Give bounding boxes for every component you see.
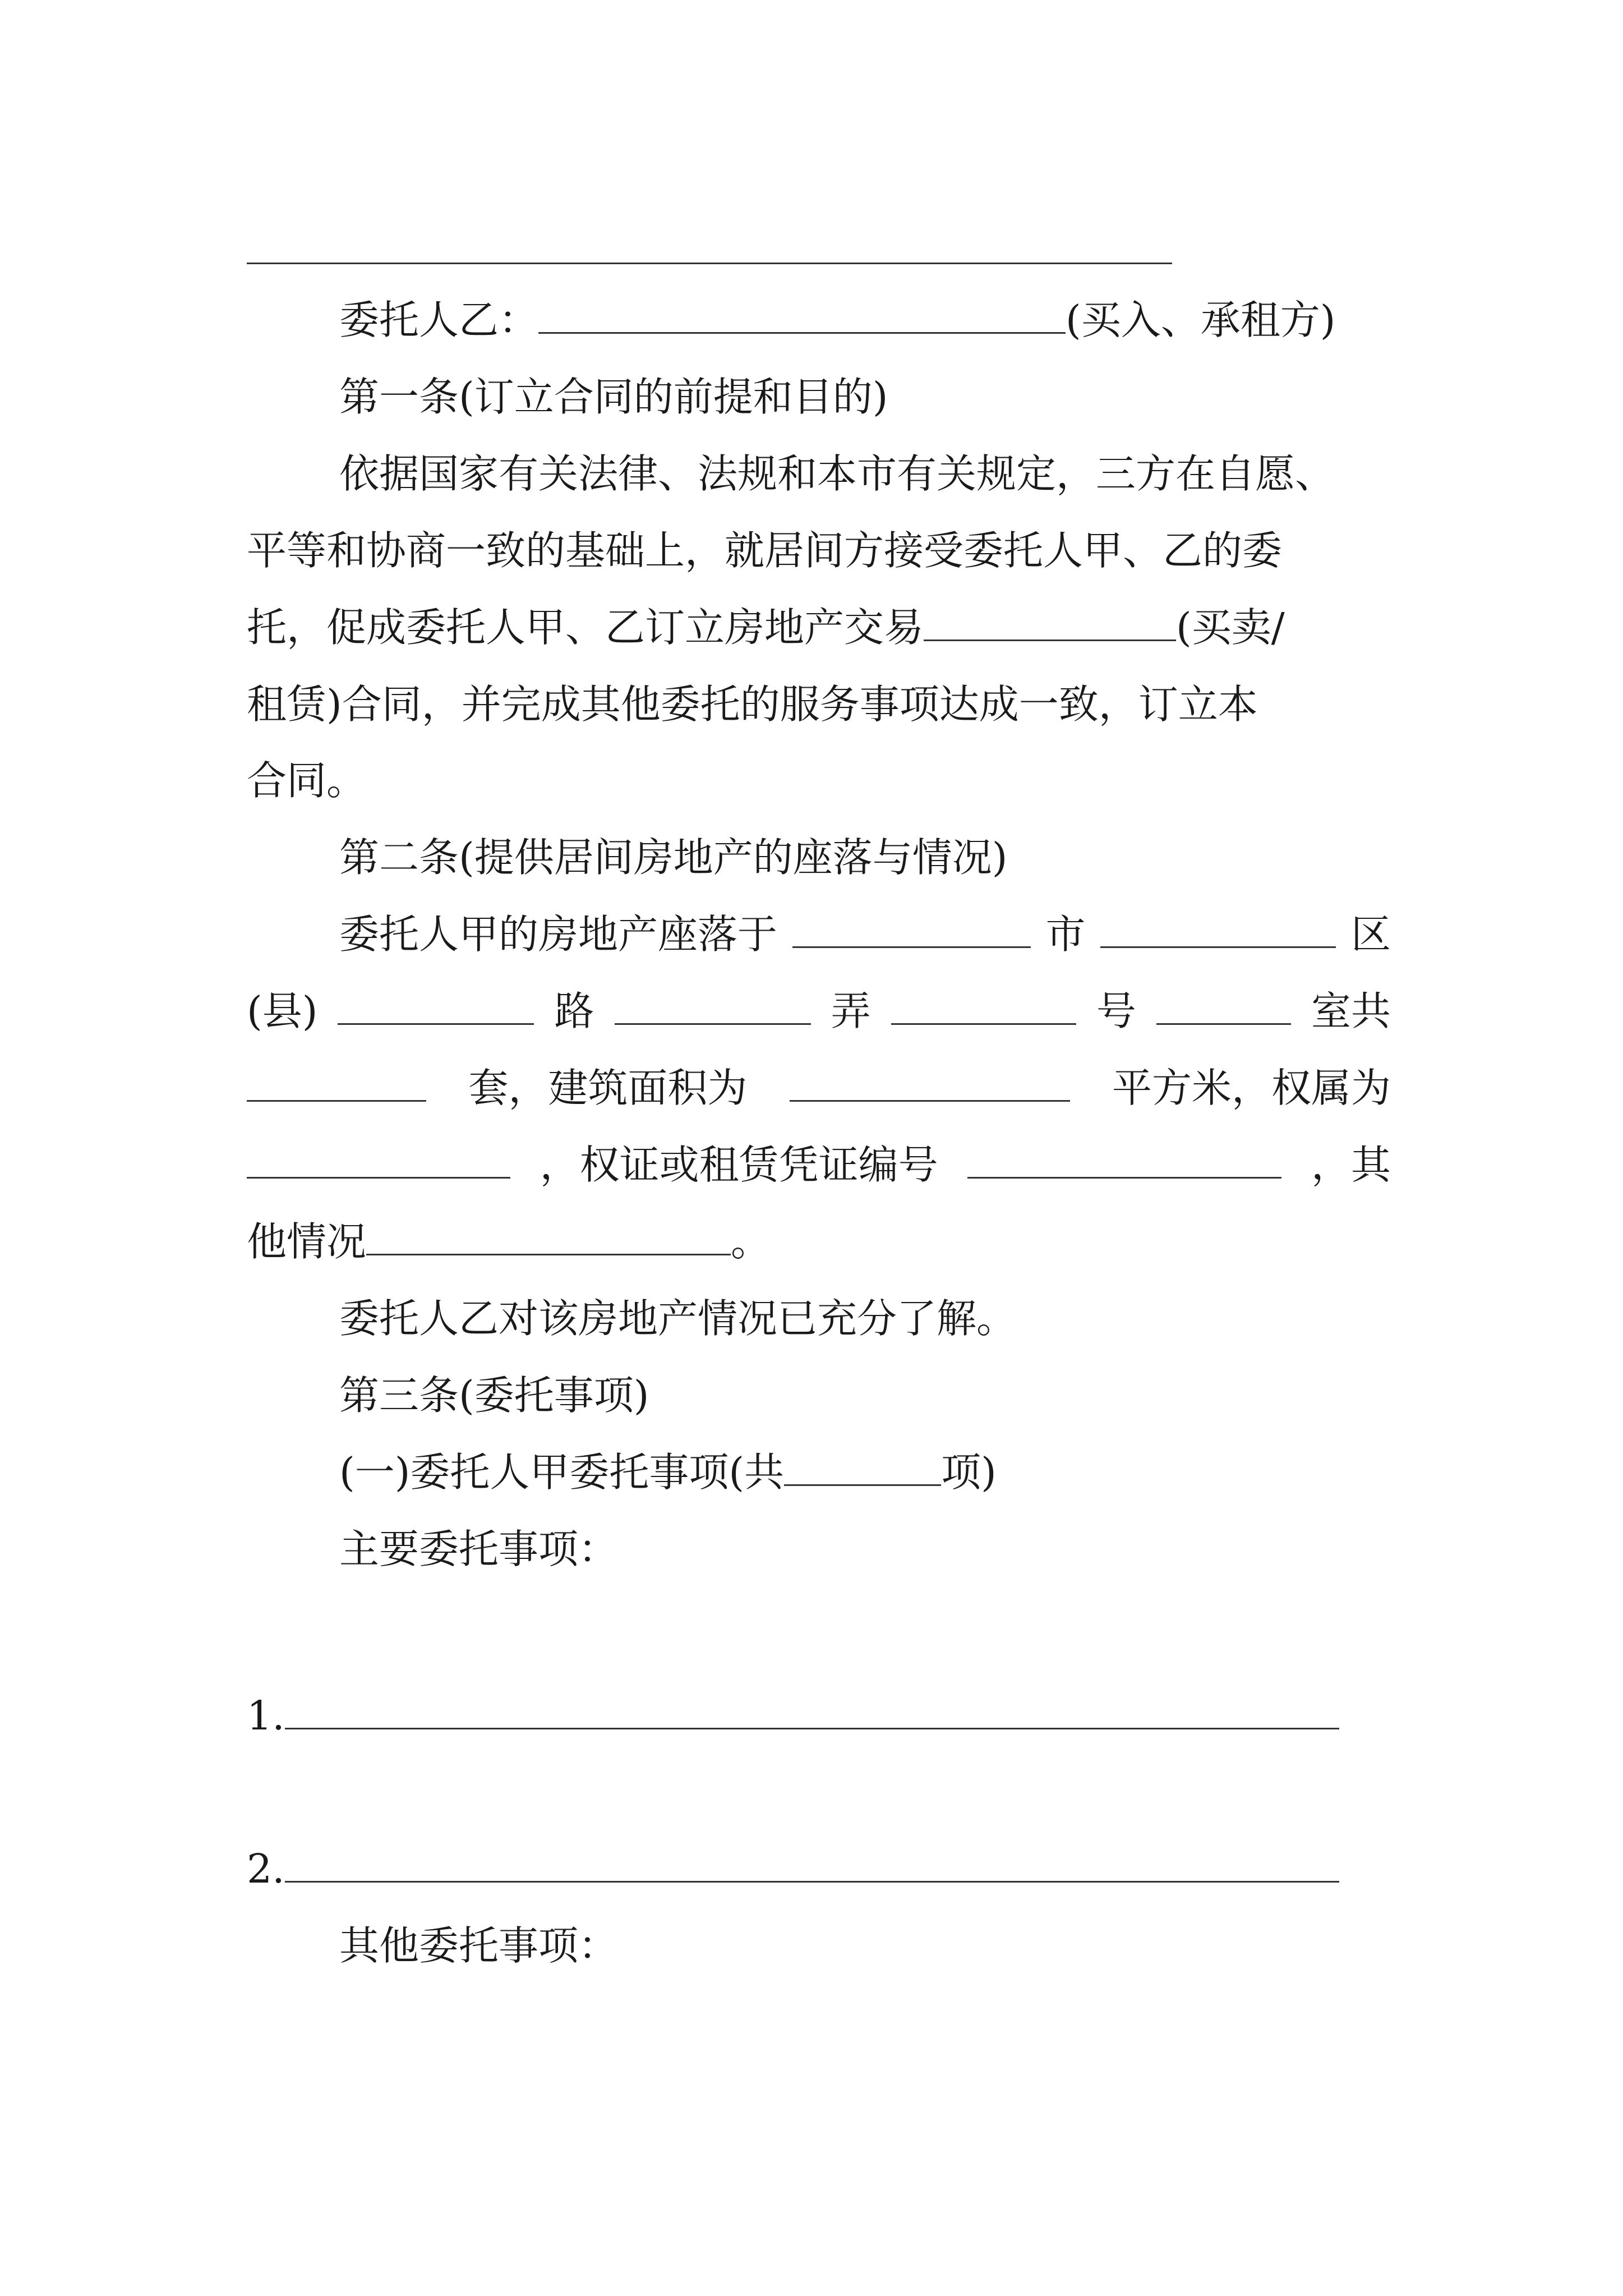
art2-l4-suffix: ，其	[1311, 1142, 1391, 1188]
item-2-blank	[285, 1845, 1339, 1883]
article-2-line-3	[247, 1063, 1391, 1114]
article-2-title: 第二条(提供居间房地产的座落与情况)	[339, 834, 1008, 881]
art2-l2-room: 室共	[1311, 988, 1391, 1034]
county-blank	[338, 987, 534, 1025]
principal-b-line	[339, 295, 1335, 346]
article-1-paragraph-line-2: 平等和协商一致的基础上，就居间方接受委托人甲、乙的委	[247, 527, 1283, 574]
other-items-label: 其他委托事项：	[339, 1922, 619, 1969]
main-items-label: 主要委托事项：	[339, 1526, 619, 1572]
art2-l2-number: 号	[1096, 988, 1136, 1034]
art2-l1-city: 市	[1045, 911, 1086, 958]
road-blank	[615, 987, 811, 1025]
art2-l2-county: (县)	[247, 988, 318, 1034]
item-2-number: 2.	[247, 1846, 285, 1892]
area-blank	[790, 1064, 1070, 1102]
art2-l5-end: 。	[731, 1218, 771, 1265]
article-1-paragraph-line-1: 依据国家有关法律、法规和本市有关规定，三方在自愿、	[339, 450, 1335, 497]
article-2-note: 委托人乙对该房地产情况已充分了解。	[339, 1295, 1017, 1342]
item-1-blank	[285, 1692, 1339, 1729]
art2-l2-lane: 弄	[831, 988, 871, 1034]
art2-l3-area-text: 套，建筑面积为	[468, 1065, 748, 1111]
units-blank	[247, 1064, 426, 1102]
article-2-line-5	[247, 1217, 771, 1267]
principal-b-blank	[538, 296, 1066, 334]
district-blank	[1100, 910, 1336, 948]
article-2-line-2	[247, 986, 1391, 1037]
number-blank	[1156, 987, 1291, 1025]
art2-l2-road: 路	[554, 988, 594, 1034]
principal-b-suffix: (买入、承租方)	[1066, 297, 1336, 343]
article-1-title: 第一条(订立合同的前提和目的)	[339, 374, 888, 420]
city-blank	[792, 910, 1031, 948]
article-2-line-1	[339, 909, 1391, 960]
art2-l1-text: 委托人甲的房地产座落于	[339, 911, 778, 958]
lane-blank	[891, 987, 1076, 1025]
article-1-paragraph-line-3	[247, 602, 1285, 653]
item-count-blank	[784, 1448, 941, 1486]
art1-l3-text: 托，促成委托人甲、乙订立房地产交易	[247, 604, 924, 651]
transaction-type-blank	[924, 604, 1176, 641]
art3-sub1-end: 项)	[941, 1449, 997, 1496]
main-item-2	[247, 1844, 1339, 1894]
item-1-number: 1.	[247, 1692, 285, 1739]
art2-l5-text: 他情况	[247, 1218, 367, 1265]
art1-l3-suffix: (买卖/	[1176, 604, 1285, 651]
art3-sub1-text: (一)委托人甲委托事项(共	[339, 1449, 785, 1496]
art2-l4-cert-text: ，权证或租赁凭证编号	[540, 1142, 938, 1188]
article-1-paragraph-line-4: 租赁)合同，并完成其他委托的服务事项达成一致，订立本	[247, 681, 1258, 728]
article-3-sub-1	[339, 1447, 997, 1498]
top-rule	[247, 263, 1172, 264]
art2-l1-district: 区	[1350, 911, 1391, 958]
certificate-blank	[967, 1141, 1281, 1179]
other-info-blank	[366, 1218, 731, 1255]
ownership-blank	[247, 1141, 510, 1179]
article-3-title: 第三条(委托事项)	[339, 1372, 649, 1419]
article-2-line-4	[247, 1140, 1391, 1190]
art2-l3-ownership-text: 平方米，权属为	[1112, 1065, 1391, 1111]
article-1-paragraph-line-5: 合同。	[247, 757, 367, 804]
principal-b-label: 委托人乙：	[339, 297, 539, 343]
main-item-1	[247, 1691, 1339, 1741]
